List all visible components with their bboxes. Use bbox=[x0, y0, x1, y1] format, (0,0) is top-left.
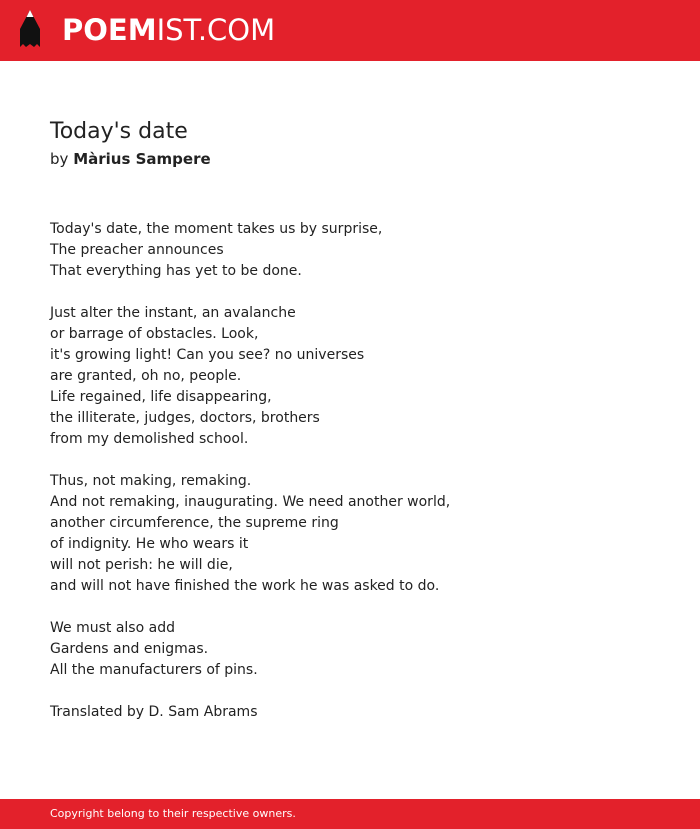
poem-line: the illiterate, judges, doctors, brothers bbox=[50, 410, 320, 426]
translator-credit: Translated by D. Sam Abrams bbox=[50, 704, 258, 720]
logo-text-light: IST.COM bbox=[156, 13, 276, 47]
poem-line: Gardens and enigmas. bbox=[50, 641, 209, 657]
logo-text-bold: POEM bbox=[62, 13, 157, 47]
poem-line: And not remaking, inaugurating. We need another world, bbox=[50, 494, 451, 510]
stanza bbox=[50, 471, 670, 597]
site-header bbox=[0, 0, 700, 61]
poem-line: We must also add bbox=[50, 620, 175, 636]
poem-line: from my demolished school. bbox=[50, 431, 249, 447]
poem-line: The preacher announces bbox=[50, 242, 224, 258]
poem-line: Life regained, life disappearing, bbox=[50, 389, 272, 405]
stanza bbox=[50, 303, 670, 450]
poem-line: and will not have finished the work he was asked to do. bbox=[50, 578, 440, 594]
copyright-notice: Copyright belong to their respective owners. bbox=[50, 807, 296, 820]
by-label: by bbox=[50, 150, 69, 168]
byline bbox=[50, 149, 211, 169]
site-logo[interactable] bbox=[62, 12, 275, 48]
pencil-icon[interactable] bbox=[17, 9, 43, 51]
poem-line: of indignity. He who wears it bbox=[50, 536, 249, 552]
site-footer bbox=[0, 799, 700, 829]
poem-line: Just alter the instant, an avalanche bbox=[50, 305, 296, 321]
stanza bbox=[50, 219, 670, 282]
poem-body bbox=[50, 219, 670, 723]
stanza bbox=[50, 618, 670, 681]
poem-line: will not perish: he will die, bbox=[50, 557, 233, 573]
poem-line: All the manufacturers of pins. bbox=[50, 662, 258, 678]
poem-line: are granted, oh no, people. bbox=[50, 368, 242, 384]
poem-line: That everything has yet to be done. bbox=[50, 263, 302, 279]
poem-line: it's growing light! Can you see? no universes bbox=[50, 347, 365, 363]
poem-line: Thus, not making, remaking. bbox=[50, 473, 252, 489]
poem-line: another circumference, the supreme ring bbox=[50, 515, 339, 531]
poem-line: Today's date, the moment takes us by surprise, bbox=[50, 221, 383, 237]
poem-line: or barrage of obstacles. Look, bbox=[50, 326, 259, 342]
author-name: Màrius Sampere bbox=[73, 150, 211, 168]
poem-title: Today's date bbox=[50, 119, 188, 144]
